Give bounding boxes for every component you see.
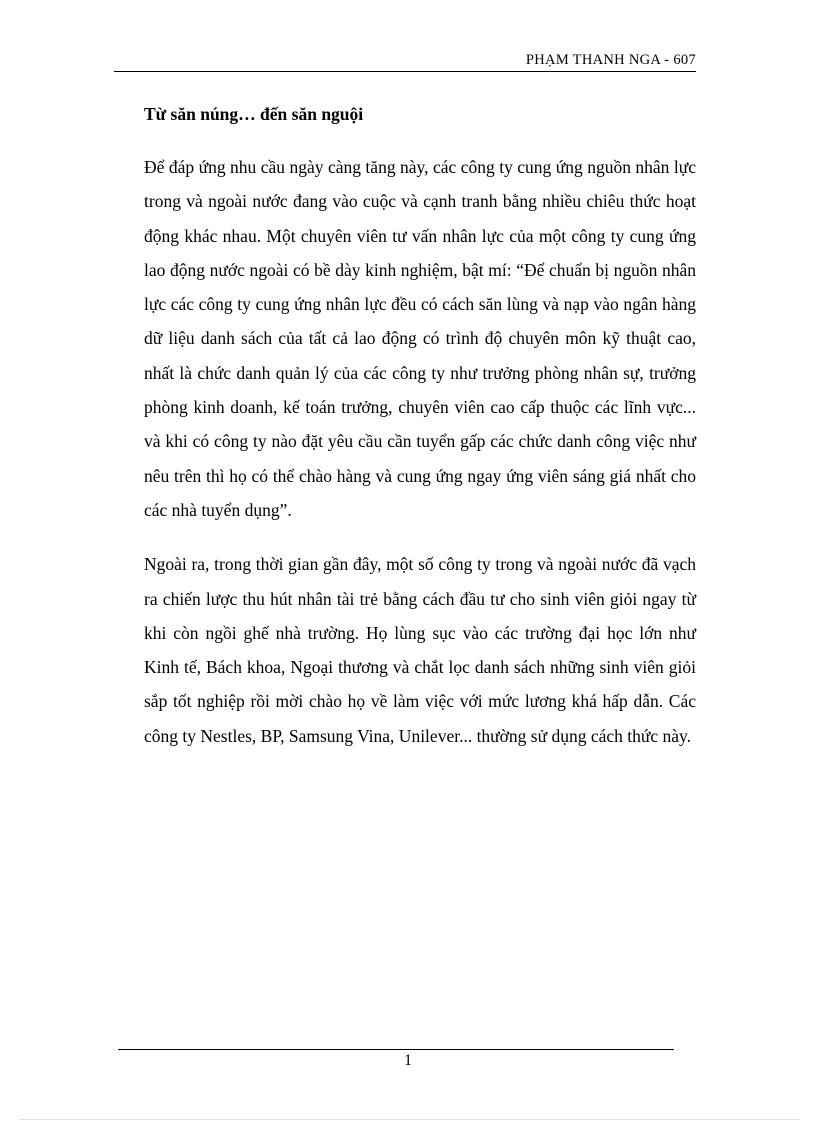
- footer-rule: [118, 1049, 674, 1050]
- page-edge-divider: [20, 1119, 800, 1120]
- running-header: PHẠM THANH NGA - 607: [525, 52, 696, 68]
- page-number: 1: [404, 1052, 412, 1069]
- document-body: [144, 100, 696, 773]
- paragraph-1: Để đáp ứng nhu cầu ngày càng tăng này, các công ty cung ứng nguồn nhân lực trong và ngoài nước đang vào cuộc và cạnh tranh bằng nhiều chiêu thức hoạt động khác nhau. Một chuyên viên tư vấn nhân lực của một công ty cung ứng lao động nước ngoài có bề dày kinh nghiệm, bật mí: “Để chuẩn bị nguồn nhân lực các công ty cung ứng nhân lực đều có cách săn lùng và nạp vào ngân hàng dữ liệu danh sách của tất cả lao động có trình độ chuyên môn kỹ thuật cao, nhất là chức danh quản lý của các công ty như trưởng phòng nhân sự, trưởng phòng kinh doanh, kế toán trưởng, chuyên viên cao cấp thuộc các lĩnh vực... và khi có công ty nào đặt yêu cầu cần tuyển gấp các chức danh công việc như nêu trên thì họ có thể chào hàng và cung ứng ngay ứng viên sáng giá nhất cho các nhà tuyển dụng”.: [144, 157, 696, 520]
- paragraph-2: Ngoài ra, trong thời gian gần đây, một số công ty trong và ngoài nước đã vạch ra chiến lược thu hút nhân tài trẻ bằng cách đầu tư cho sinh viên giỏi ngay từ khi còn ngồi ghế nhà trường. Họ lùng sục vào các trường đại học lớn như Kinh tế, Bách khoa, Ngoại thương và chắt lọc danh sách những sinh viên giỏi sắp tốt nghiệp rồi mời chào họ về làm việc với mức lương khá hấp dẫn. Các công ty Nestles, BP, Samsung Vina, Unilever... thường sử dụng cách thức này.: [144, 554, 696, 746]
- header-rule: [114, 71, 696, 72]
- section-title: Từ săn núng… đến săn nguội: [144, 104, 364, 124]
